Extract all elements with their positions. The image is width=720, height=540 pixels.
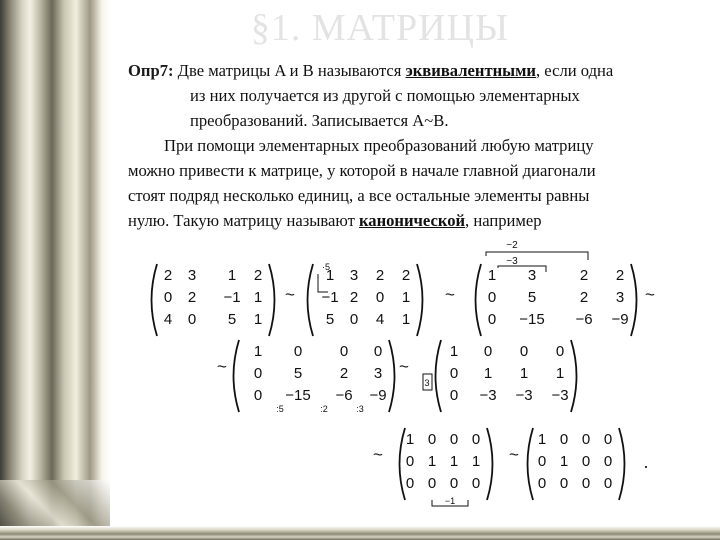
matrix-d-cell: −6 bbox=[335, 387, 353, 404]
matrix-e-cell: 1 bbox=[483, 365, 493, 382]
decorative-frame-left bbox=[0, 0, 110, 540]
matrix-b-cell: 2 bbox=[349, 289, 359, 306]
matrix-e-cell: −3 bbox=[551, 387, 569, 404]
matrix-c-cell: −6 bbox=[575, 311, 593, 328]
matrix-f-cell: 0 bbox=[405, 453, 415, 470]
row-operation-label: 3 bbox=[424, 378, 430, 388]
matrix-f-cell: 1 bbox=[471, 453, 481, 470]
row-operation-label: −3 bbox=[506, 256, 518, 267]
matrix-f-cell: 0 bbox=[449, 431, 459, 448]
matrix-transformations bbox=[148, 236, 708, 536]
row-operation-label: ·5 bbox=[321, 262, 331, 272]
matrix-f-cell: 0 bbox=[427, 475, 437, 492]
matrix-a-cell: 2 bbox=[187, 289, 197, 306]
matrix-f-cell: 1 bbox=[427, 453, 437, 470]
matrix-canonical-cell: 0 bbox=[581, 475, 591, 492]
equivalence-tilde: ~ bbox=[285, 285, 295, 304]
definition-term: эквивалентными bbox=[405, 61, 536, 80]
matrix-d-cell: 1 bbox=[253, 343, 263, 360]
matrix-f-cell: 0 bbox=[405, 475, 415, 492]
matrix-e-cell: −3 bbox=[515, 387, 533, 404]
matrix-a-cell: 5 bbox=[227, 311, 237, 328]
equivalence-tilde: ~ bbox=[217, 357, 227, 376]
matrix-c-cell: 5 bbox=[527, 289, 537, 306]
matrix-b-right-bracket bbox=[417, 264, 423, 336]
matrix-a-cell: 1 bbox=[253, 289, 263, 306]
matrix-e-cell: 0 bbox=[449, 387, 459, 404]
matrix-d-cell: 0 bbox=[339, 343, 349, 360]
matrix-d-cell: 0 bbox=[253, 365, 263, 382]
matrix-f-cell: 0 bbox=[449, 475, 459, 492]
matrix-f-right-bracket bbox=[487, 428, 493, 500]
matrix-c-cell: 3 bbox=[527, 267, 537, 284]
matrix-e-cell: −3 bbox=[479, 387, 497, 404]
matrix-b-cell: 1 bbox=[401, 289, 411, 306]
matrix-canonical-cell: 0 bbox=[537, 453, 547, 470]
paragraph-line-3: стоят подряд несколько единиц, а все остальные элементы равны bbox=[128, 186, 590, 205]
column-operation-label: :5 bbox=[276, 404, 284, 414]
matrix-e-cell: 0 bbox=[555, 343, 565, 360]
matrix-c-cell: 2 bbox=[615, 267, 625, 284]
matrix-c-left-bracket bbox=[476, 264, 482, 336]
matrix-c-cell: 0 bbox=[487, 311, 497, 328]
matrix-e-left-bracket bbox=[436, 340, 442, 412]
matrix-d-cell: 0 bbox=[293, 343, 303, 360]
matrix-canonical-cell: 0 bbox=[559, 431, 569, 448]
matrix-d-left-bracket bbox=[234, 340, 240, 412]
matrix-b-cell: 3 bbox=[349, 267, 359, 284]
matrix-b-cell: 1 bbox=[401, 311, 411, 328]
matrix-a-cell: 0 bbox=[163, 289, 173, 306]
matrix-c-cell: 2 bbox=[579, 289, 589, 306]
matrix-e-cell: 1 bbox=[449, 343, 459, 360]
matrix-f-cell: 0 bbox=[471, 431, 481, 448]
matrix-d-cell: 0 bbox=[373, 343, 383, 360]
matrix-a-cell: 1 bbox=[227, 267, 237, 284]
paragraph-text: нулю. Такую матрицу называют bbox=[128, 211, 359, 230]
row-operation-label: −2 bbox=[506, 240, 518, 251]
matrix-canonical-cell: 1 bbox=[559, 453, 569, 470]
matrix-e-cell: 0 bbox=[449, 365, 459, 382]
matrix-canonical-cell: 0 bbox=[559, 475, 569, 492]
matrix-d-cell: −15 bbox=[285, 387, 311, 404]
matrix-e-cell: 0 bbox=[519, 343, 529, 360]
matrix-c-cell: 0 bbox=[487, 289, 497, 306]
column-operation-arrow bbox=[486, 252, 588, 260]
matrix-a-cell: 3 bbox=[187, 267, 197, 284]
paragraph-line-2: можно привести к матрице, у которой в начале главной диагонали bbox=[128, 161, 596, 180]
matrix-c-cell: −15 bbox=[519, 311, 545, 328]
equivalence-tilde: ~ bbox=[399, 357, 409, 376]
matrix-c-cell: 3 bbox=[615, 289, 625, 306]
definition-text: Две матрицы A и B называются bbox=[173, 61, 406, 80]
matrix-b-left-bracket bbox=[308, 264, 314, 336]
matrix-canonical-cell: 1 bbox=[537, 431, 547, 448]
matrix-a-left-bracket bbox=[152, 264, 158, 336]
column-operation-label: −1 bbox=[444, 496, 456, 506]
slide-body bbox=[128, 58, 712, 233]
column-operation-label: :3 bbox=[356, 404, 364, 414]
paragraph-line-1: При помощи элементарных преобразований любую матрицу bbox=[164, 136, 594, 155]
matrix-f-left-bracket bbox=[400, 428, 406, 500]
period: . bbox=[643, 452, 649, 472]
paragraph-line-4 bbox=[128, 208, 712, 233]
matrix-c-cell: −9 bbox=[611, 311, 629, 328]
matrix-f-cell: 1 bbox=[449, 453, 459, 470]
equivalence-tilde: ~ bbox=[509, 445, 519, 464]
matrix-c-right-bracket bbox=[631, 264, 637, 336]
matrix-b-cell: 5 bbox=[325, 311, 335, 328]
matrix-a-cell: 0 bbox=[187, 311, 197, 328]
matrix-b-cell: 0 bbox=[375, 289, 385, 306]
matrix-e-cell: 1 bbox=[555, 365, 565, 382]
matrix-a-cell: 1 bbox=[253, 311, 263, 328]
matrix-d-cell: 2 bbox=[339, 365, 349, 382]
matrix-f-cell: 0 bbox=[427, 431, 437, 448]
matrix-canonical-cell: 0 bbox=[603, 475, 613, 492]
matrix-f-cell: 0 bbox=[471, 475, 481, 492]
matrix-a-cell: 2 bbox=[163, 267, 173, 284]
matrix-e-cell: 1 bbox=[519, 365, 529, 382]
matrix-b-cell: 1 bbox=[325, 267, 335, 284]
slide-title: §1. МАТРИЦЫ bbox=[250, 7, 510, 49]
matrix-c-cell: 1 bbox=[487, 267, 497, 284]
matrix-canonical-left-bracket bbox=[528, 428, 534, 500]
definition-line-2: из них получается из другой с помощью элементарных bbox=[190, 86, 580, 105]
equivalence-tilde: ~ bbox=[645, 285, 655, 304]
matrix-a-cell: 4 bbox=[163, 311, 173, 328]
equivalence-tilde: ~ bbox=[445, 285, 455, 304]
matrix-a-cell: −1 bbox=[223, 289, 241, 306]
matrix-b-cell: 4 bbox=[375, 311, 385, 328]
matrix-e-right-bracket bbox=[571, 340, 577, 412]
canonical-term: канонической bbox=[358, 211, 466, 230]
matrix-b-cell: −1 bbox=[321, 289, 339, 306]
matrix-d-cell: 5 bbox=[293, 365, 303, 382]
matrix-d-right-bracket bbox=[389, 340, 395, 412]
matrix-c-cell: 2 bbox=[579, 267, 589, 284]
matrix-canonical-right-bracket bbox=[619, 428, 625, 500]
matrix-canonical-cell: 0 bbox=[581, 431, 591, 448]
matrix-canonical-cell: 0 bbox=[581, 453, 591, 470]
equivalence-tilde: ~ bbox=[373, 445, 383, 464]
matrix-d-cell: 3 bbox=[373, 365, 383, 382]
matrix-d-cell: −9 bbox=[369, 387, 387, 404]
matrix-f-cell: 1 bbox=[405, 431, 415, 448]
matrix-b-cell: 0 bbox=[349, 311, 359, 328]
matrix-b-cell: 2 bbox=[375, 267, 385, 284]
matrix-canonical-cell: 0 bbox=[603, 453, 613, 470]
matrix-e-cell: 0 bbox=[483, 343, 493, 360]
matrix-a-cell: 2 bbox=[253, 267, 263, 284]
matrix-a-right-bracket bbox=[269, 264, 275, 336]
matrix-d-cell: 0 bbox=[253, 387, 263, 404]
matrix-b-cell: 2 bbox=[401, 267, 411, 284]
column-operation-label: :2 bbox=[320, 404, 328, 414]
matrix-canonical-cell: 0 bbox=[537, 475, 547, 492]
column-operation-arrow bbox=[498, 266, 546, 272]
matrix-canonical-cell: 0 bbox=[603, 431, 613, 448]
paragraph-text: , например bbox=[465, 211, 542, 230]
definition-line-1 bbox=[128, 58, 712, 83]
definition-text: , если одна bbox=[536, 61, 614, 80]
definition-line-3: преобразований. Записывается A~B. bbox=[190, 111, 449, 130]
definition-label: Опр7: bbox=[128, 61, 174, 80]
